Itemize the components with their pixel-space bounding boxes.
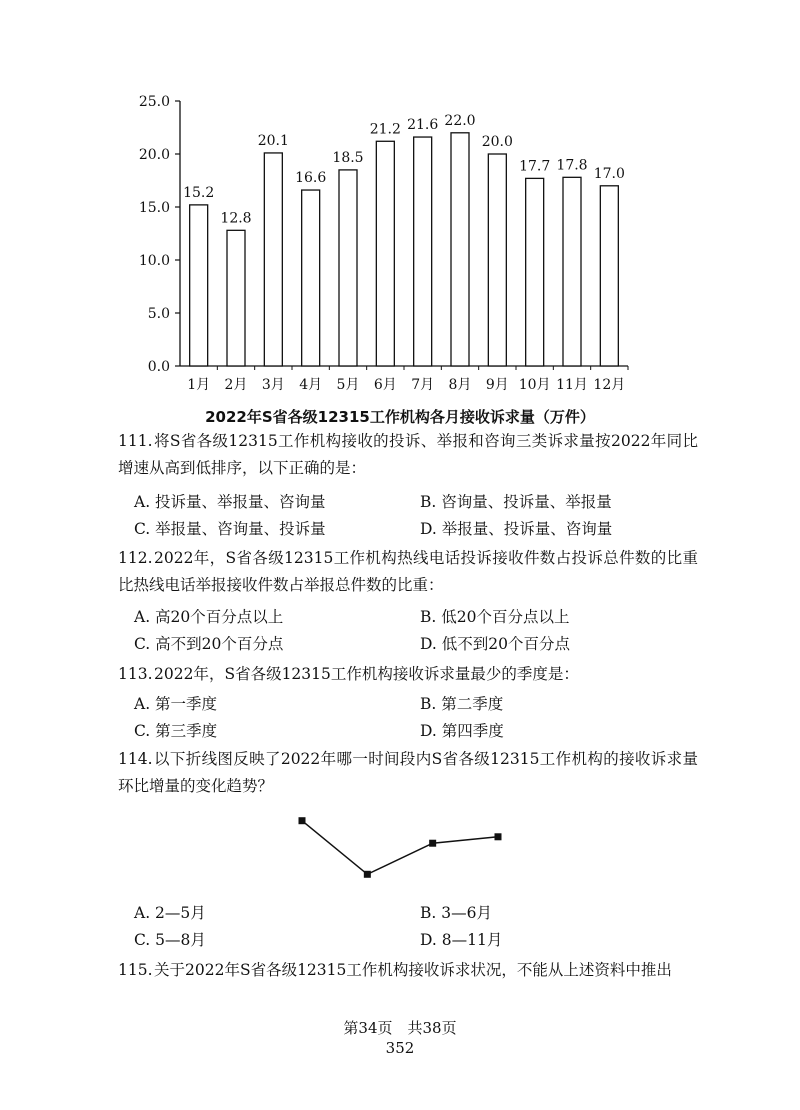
y-tick-label: 5.0	[147, 306, 170, 322]
trend-line	[302, 821, 498, 875]
x-tick-label: 10月	[518, 377, 551, 393]
option-d: D. 第四季度	[420, 722, 504, 740]
question-number: 113.	[118, 665, 153, 683]
bar-value-label: 21.2	[369, 121, 401, 138]
option-a: A. 2—5月	[134, 904, 206, 922]
page-indicator: 第34页 共38页	[343, 1019, 457, 1037]
option-c: C. 5—8月	[134, 931, 206, 949]
chart-title: 2022年S省各级12315工作机构各月接收诉求量（万件）	[205, 408, 595, 426]
question-stem: 2022年，S省各级12315工作机构热线电话投诉接收件数占投诉总件数的比重比热线电话举报接收件数占举报总件数的比重：	[118, 549, 698, 594]
bar-value-label: 17.7	[519, 158, 551, 175]
option-d: D. 8—11月	[420, 931, 503, 949]
bar-value-label: 12.8	[220, 210, 252, 227]
x-tick-label: 9月	[485, 377, 509, 393]
option-b: B. 3—6月	[420, 904, 492, 922]
question-number: 111.	[118, 432, 153, 450]
bar	[302, 190, 320, 366]
bar	[339, 170, 357, 366]
x-tick-label: 2月	[224, 377, 248, 393]
question-114	[118, 746, 698, 800]
bar-value-label: 20.1	[257, 132, 289, 149]
x-tick-label: 1月	[187, 377, 211, 393]
x-tick-label: 11月	[556, 377, 588, 393]
y-axis-ticks	[139, 94, 180, 375]
question-113	[118, 661, 698, 688]
bar-value-label: 15.2	[183, 184, 215, 201]
x-tick-label: 4月	[299, 377, 323, 393]
option-c: C. 第三季度	[134, 722, 218, 740]
bar-value-label: 17.8	[556, 157, 588, 174]
bar	[376, 141, 394, 366]
y-tick-label: 0.0	[147, 359, 170, 375]
bar-value-label: 16.6	[295, 170, 327, 187]
question-111	[118, 428, 698, 482]
bar-chart	[0, 0, 800, 400]
bar	[526, 178, 544, 366]
bar-value-label: 22.0	[444, 112, 476, 129]
x-tick-label: 7月	[411, 377, 435, 393]
trend-point	[299, 817, 306, 824]
bar	[451, 133, 469, 366]
option-c: C. 举报量、咨询量、投诉量	[134, 520, 326, 538]
trend-point	[364, 871, 371, 878]
option-a: A. 第一季度	[134, 695, 218, 713]
question-number: 112.	[118, 549, 153, 567]
bar	[488, 154, 506, 366]
option-b: B. 咨询量、投诉量、举报量	[420, 493, 612, 511]
question-stem: 将S省各级12315工作机构接收的投诉、举报和咨询三类诉求量按2022年同比增速从高到低排序，以下正确的是：	[118, 432, 698, 477]
chart-axes	[180, 101, 628, 366]
bar-value-label: 18.5	[332, 149, 364, 166]
y-tick-label: 25.0	[138, 94, 170, 110]
question-number: 114.	[118, 750, 153, 768]
y-tick-label: 15.0	[138, 200, 170, 216]
question-stem: 2022年，S省各级12315工作机构接收诉求量最少的季度是：	[154, 665, 579, 683]
bar	[600, 186, 618, 366]
option-a: A. 投诉量、举报量、咨询量	[134, 493, 326, 511]
question-number: 115.	[118, 961, 153, 979]
bar	[563, 177, 581, 366]
x-tick-label: 12月	[593, 377, 626, 393]
option-d: D. 举报量、投诉量、咨询量	[420, 520, 613, 538]
bar-series	[183, 113, 625, 366]
x-axis-labels	[187, 366, 628, 393]
trend-line-chart	[280, 795, 520, 900]
option-a: A. 高20个百分点以上	[134, 608, 284, 626]
bar-value-label: 17.0	[593, 165, 625, 182]
x-tick-label: 5月	[336, 377, 360, 393]
bar-value-label: 20.0	[481, 134, 513, 150]
x-tick-label: 6月	[373, 377, 397, 393]
bar-value-label: 21.6	[407, 117, 439, 134]
bar	[190, 205, 208, 366]
question-stem: 关于2022年S省各级12315工作机构接收诉求状况，不能从上述资料中推出	[154, 961, 672, 979]
question-stem: 以下折线图反映了2022年哪一时间段内S省各级12315工作机构的接收诉求量环比增量的变化趋势？	[118, 750, 698, 795]
bar	[264, 153, 282, 366]
option-b: B. 第二季度	[420, 695, 504, 713]
question-112	[118, 545, 698, 599]
page-number: 352	[385, 1039, 415, 1057]
option-c: C. 高不到20个百分点	[134, 635, 284, 653]
x-tick-label: 3月	[261, 377, 285, 393]
question-115	[118, 957, 698, 984]
option-d: D. 低不到20个百分点	[420, 635, 570, 653]
bar	[414, 137, 432, 366]
trend-point	[429, 840, 436, 847]
x-tick-label: 8月	[448, 377, 472, 393]
bar	[227, 230, 245, 366]
trend-point	[495, 833, 502, 840]
option-b: B. 低20个百分点以上	[420, 608, 570, 626]
y-tick-label: 20.0	[138, 147, 170, 163]
y-tick-label: 10.0	[138, 253, 170, 269]
